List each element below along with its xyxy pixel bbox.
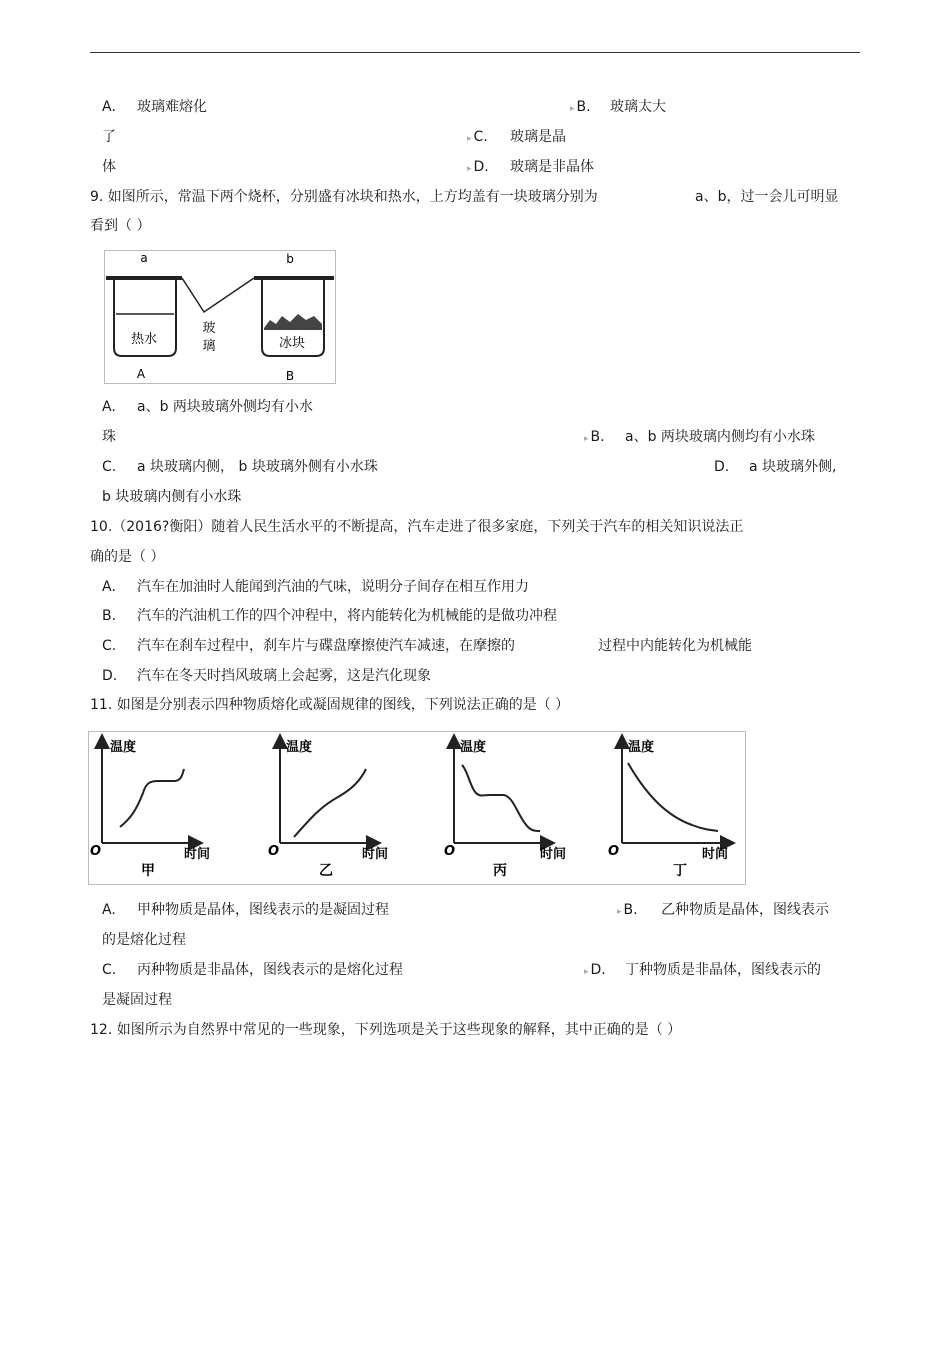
graph-jia (90, 739, 210, 879)
option-d-text: 丁种物质是非晶体，图线表示的 (625, 962, 821, 978)
curve-line (294, 769, 366, 837)
x-axis-label: 时间 (540, 847, 567, 862)
glass-plate-b (254, 276, 334, 280)
option-d-text: a 块玻璃外侧, (749, 459, 837, 475)
option-d-text: 玻璃是非晶体 (510, 159, 594, 175)
option-mark: D. (473, 159, 489, 175)
option-c-text: 汽车在刹车过程中，刹车片与碟盘摩擦使汽车减速，在摩擦的 (137, 638, 515, 654)
option-mark: A. (102, 902, 116, 918)
option-d (467, 158, 489, 178)
question-9-stem: 9. 如图所示，常温下两个烧杯，分别盛有冰块和热水，上方均盖有一块玻璃分别为 (90, 189, 598, 205)
beaker-a-label: A (136, 367, 146, 381)
x-axis-label: 时间 (702, 847, 729, 862)
option-c (467, 128, 488, 148)
option-d (584, 961, 606, 981)
tick-mark-icon: ▸ (570, 104, 575, 114)
option-b-continuation: 的是熔化过程 (102, 932, 186, 948)
option-mark: C. (102, 459, 117, 475)
question-10-stem: 10.（2016?衡阳）随着人民生活水平的不断提高，汽车走进了很多家庭，下列关于汽车的相关知识说法正 (90, 519, 744, 535)
option-b-text: 乙种物质是晶体，图线表示 (661, 902, 829, 918)
y-axis-label: 温度 (628, 740, 655, 755)
tick-mark-icon: ▸ (617, 907, 622, 917)
graph-ding (608, 739, 728, 879)
option-mark: A. (102, 399, 116, 415)
option-mark: A. (102, 99, 116, 115)
curve-line (120, 769, 184, 827)
question-12-stem: 12. 如图所示为自然界中常见的一些现象，下列选项是关于这些现象的解释，其中正确的是（ ） (90, 1022, 682, 1038)
hot-water-label: 热水 (130, 332, 158, 347)
option-c-text: a 块玻璃内侧， b 块玻璃外侧有小水珠 (137, 459, 378, 475)
x-axis-label: 时间 (362, 847, 389, 862)
glass-b-label: b (286, 252, 294, 266)
option-b (584, 428, 605, 448)
option-mark: B. (623, 902, 638, 918)
option-mark: B. (590, 429, 605, 445)
option-a-continuation: 珠 (102, 429, 116, 445)
top-rule (90, 52, 860, 53)
option-mark: D. (102, 668, 118, 684)
option-mark: C. (102, 962, 117, 978)
option-a-text: 汽车在加油时人能闻到汽油的气味，说明分子间存在相互作用力 (137, 579, 529, 595)
graph-name-label: 丙 (493, 863, 507, 879)
option-mark: C. (473, 129, 488, 145)
graph-yi (268, 739, 388, 879)
graph-name-label: 丁 (673, 863, 687, 879)
graph-name-label: 乙 (319, 863, 333, 879)
option-mark: D. (590, 962, 606, 978)
option-b-text: 玻璃太大 (610, 99, 666, 115)
option-d-continuation: b 块玻璃内侧有小水珠 (102, 489, 242, 505)
option-b (570, 98, 591, 118)
curve-line (628, 763, 718, 831)
tick-mark-icon: ▸ (467, 134, 472, 144)
option-c-text: 玻璃是晶 (510, 129, 566, 145)
beaker-figure (104, 250, 336, 384)
option-c-continuation: 体 (102, 159, 116, 175)
option-d-text: 汽车在冬天时挡风玻璃上会起雾，这是汽化现象 (137, 668, 431, 684)
option-a-text: a、b 两块玻璃外侧均有小水 (137, 399, 313, 415)
ice-label: 冰块 (278, 336, 306, 351)
option-c-tail: 过程中内能转化为机械能 (598, 638, 752, 654)
option-mark: B. (102, 608, 117, 624)
option-a-text: 甲种物质是晶体，图线表示的是凝固过程 (137, 902, 389, 918)
option-mark: B. (576, 99, 591, 115)
option-b-text: a、b 两块玻璃内侧均有小水珠 (625, 429, 815, 445)
origin-label: O (268, 844, 280, 859)
option-d-continuation: 是凝固过程 (102, 992, 172, 1008)
curve-line (462, 765, 540, 831)
option-a-text: 玻璃难熔化 (137, 99, 207, 115)
y-axis-label: 温度 (460, 740, 487, 755)
question-11-stem: 11. 如图是分别表示四种物质熔化或凝固规律的图线，下列说法正确的是（ ） (90, 697, 570, 713)
question-10-stem-line2: 确的是（ ） (90, 549, 165, 565)
glass-a-label: a (140, 251, 148, 265)
origin-label: O (608, 844, 620, 859)
option-mark: C. (102, 638, 117, 654)
glass-label-2: 璃 (202, 339, 216, 354)
graph-name-label: 甲 (141, 863, 155, 879)
question-9-stem-line2: 看到（ ） (90, 218, 151, 234)
y-axis-label: 温度 (110, 740, 137, 755)
tick-mark-icon: ▸ (584, 434, 589, 444)
ice-chunks (264, 314, 322, 330)
melting-curves-figure (88, 731, 746, 885)
beaker-b-label: B (285, 369, 295, 383)
tick-mark-icon: ▸ (584, 967, 589, 977)
question-9-stem-tail: a、b，过一会儿可明显 (695, 189, 839, 205)
option-b-text: 汽车的汽油机工作的四个冲程中，将内能转化为机械能的是做功冲程 (137, 608, 557, 624)
graph-bing (444, 739, 566, 879)
glass-label-1: 玻 (202, 321, 216, 336)
option-b-continuation: 了 (102, 129, 116, 145)
glass-connector-line (182, 278, 254, 312)
option-c-text: 丙种物质是非晶体，图线表示的是熔化过程 (137, 962, 403, 978)
x-axis-label: 时间 (184, 847, 211, 862)
glass-plate-a (106, 276, 182, 280)
origin-label: O (90, 844, 102, 859)
origin-label: O (444, 844, 456, 859)
option-mark: A. (102, 579, 116, 595)
y-axis-label: 温度 (286, 740, 313, 755)
option-b (617, 901, 638, 921)
tick-mark-icon: ▸ (467, 164, 472, 174)
option-mark: D. (714, 459, 730, 475)
